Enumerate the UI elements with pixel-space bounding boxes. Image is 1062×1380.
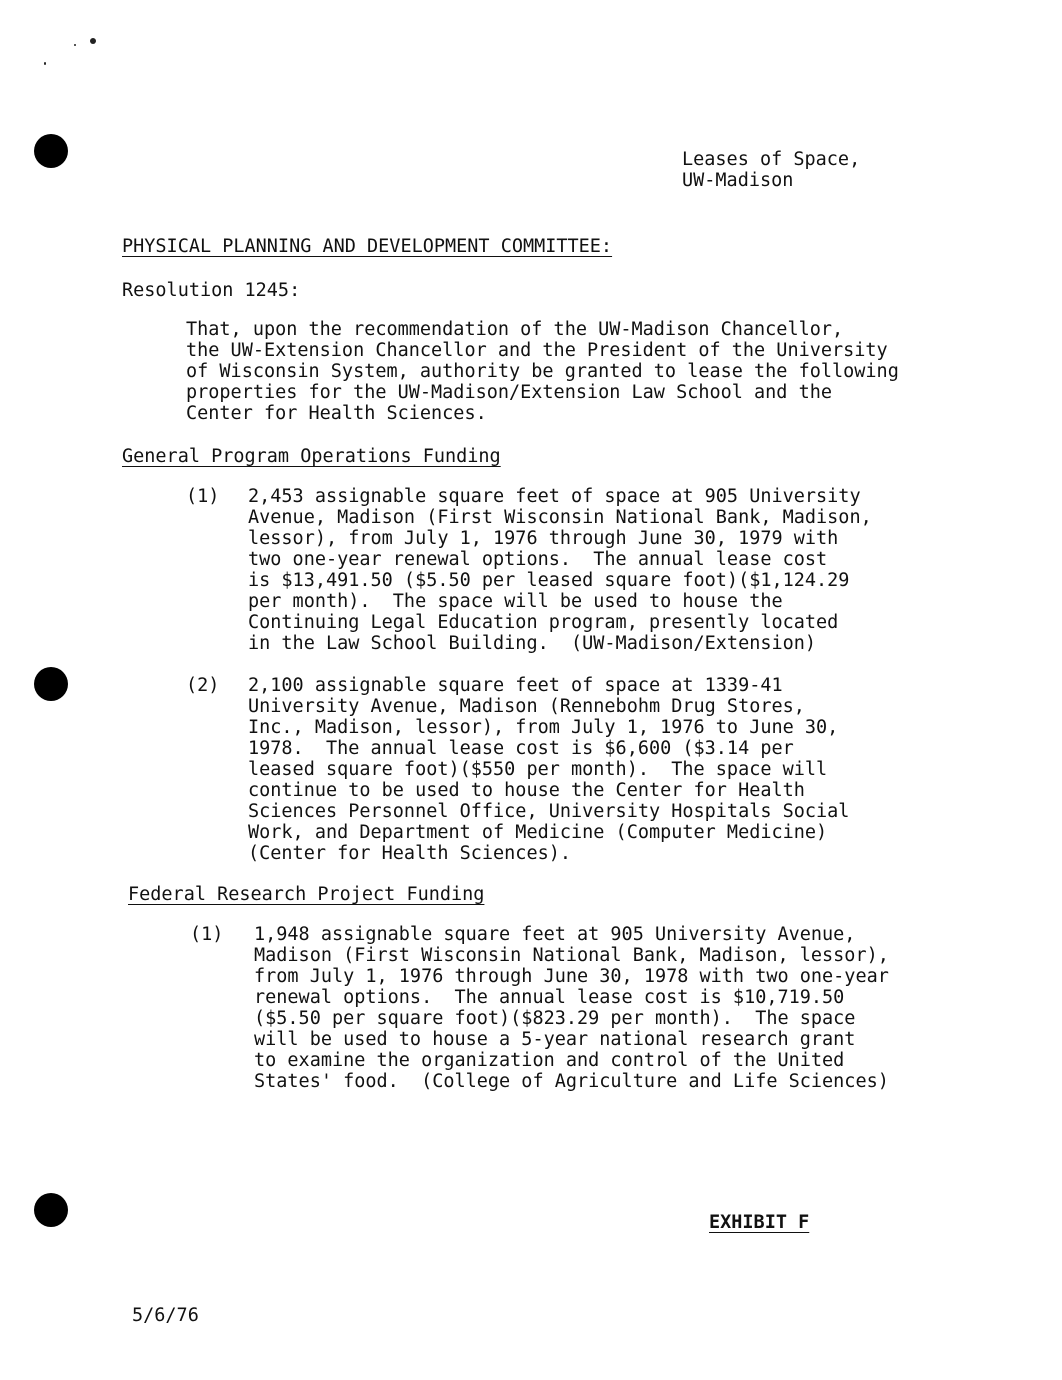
resolution-line: of Wisconsin System, authority be granted to lease the following: [186, 361, 899, 382]
item-line: Continuing Legal Education program, presently located: [248, 612, 839, 633]
item-line: in the Law School Building. (UW-Madison/Extension): [248, 633, 817, 654]
item-line: two one-year renewal options. The annual lease cost: [248, 549, 828, 570]
item-body: [248, 486, 872, 654]
binder-hole-middle: [34, 667, 68, 701]
committee-heading: PHYSICAL PLANNING AND DEVELOPMENT COMMITTEE:: [122, 236, 613, 257]
header-line: UW-Madison: [682, 170, 794, 191]
item-line: ($5.50 per square foot)($823.29 per month). The space: [254, 1008, 856, 1029]
item-line: 2,100 assignable square feet of space at 1339-41: [248, 675, 783, 696]
item-line: 1,948 assignable square feet at 905 University Avenue,: [254, 924, 856, 945]
item-line: renewal options. The annual lease cost is $10,719.50: [254, 987, 845, 1008]
item-line: Sciences Personnel Office, University Hospitals Social: [248, 801, 850, 822]
scan-speck: [90, 38, 96, 44]
item-line: from July 1, 1976 through June 30, 1978 with two one-year: [254, 966, 889, 987]
item-line: continue to be used to house the Center for Health: [248, 780, 805, 801]
item-number: (1): [190, 924, 224, 945]
section-heading-general-program: General Program Operations Funding: [122, 446, 501, 467]
item-line: 1978. The annual lease cost is $6,600 ($3.14 per: [248, 738, 794, 759]
binder-hole-top: [34, 134, 68, 168]
item-number: (2): [186, 675, 220, 696]
item-line: Avenue, Madison (First Wisconsin National Bank, Madison,: [248, 507, 872, 528]
resolution-label: Resolution 1245:: [122, 280, 301, 301]
section-heading-federal-research: Federal Research Project Funding: [128, 884, 485, 905]
exhibit-label: EXHIBIT F: [709, 1212, 810, 1233]
item-line: leased square foot)($550 per month). The space will: [248, 759, 828, 780]
item-number: (1): [186, 486, 220, 507]
item-line: 2,453 assignable square feet of space at 905 University: [248, 486, 861, 507]
item-line: Work, and Department of Medicine (Computer Medicine): [248, 822, 828, 843]
item-body: [254, 924, 889, 1092]
scan-speck: [44, 62, 46, 65]
resolution-line: That, upon the recommendation of the UW-Madison Chancellor,: [186, 319, 844, 340]
resolution-line: Center for Health Sciences.: [186, 403, 487, 424]
document-date: 5/6/76: [132, 1305, 199, 1326]
item-line: lessor), from July 1, 1976 through June 30, 1979 with: [248, 528, 839, 549]
item-line: Inc., Madison, lessor), from July 1, 1976 to June 30,: [248, 717, 839, 738]
item-line: (Center for Health Sciences).: [248, 843, 572, 864]
header-line: Leases of Space,: [682, 149, 861, 170]
item-line: will be used to house a 5-year national research grant: [254, 1029, 856, 1050]
item-line: per month). The space will be used to house the: [248, 591, 783, 612]
resolution-line: properties for the UW-Madison/Extension Law School and the: [186, 382, 833, 403]
binder-hole-bottom: [34, 1193, 68, 1227]
item-line: Madison (First Wisconsin National Bank, Madison, lessor),: [254, 945, 889, 966]
resolution-line: the UW-Extension Chancellor and the President of the University: [186, 340, 888, 361]
item-line: is $13,491.50 ($5.50 per leased square foot)($1,124.29: [248, 570, 850, 591]
document-header: [682, 149, 860, 191]
scan-speck: [74, 44, 76, 46]
item-line: to examine the organization and control of the United: [254, 1050, 845, 1071]
item-line: University Avenue, Madison (Rennebohm Drug Stores,: [248, 696, 805, 717]
item-line: States' food. (College of Agriculture and Life Sciences): [254, 1071, 889, 1092]
item-body: [248, 675, 849, 864]
resolution-body: [186, 319, 899, 424]
